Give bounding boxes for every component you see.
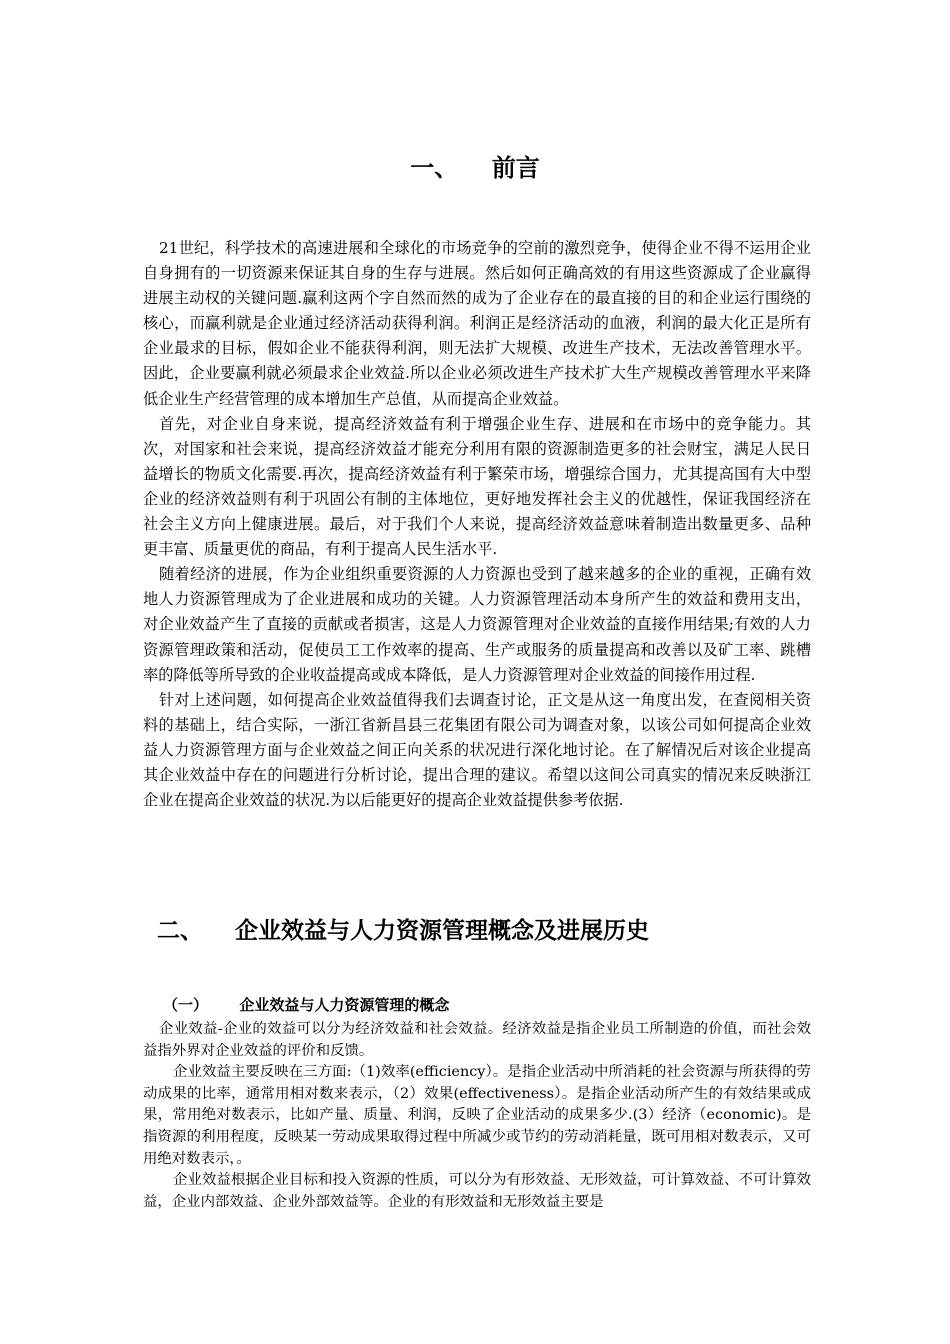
paragraph: 企业效益主要反映在三方面:（1)效率(efficiency）。是指企业活动中所消耗的社会资源与所获得的劳动成果的比率，通常用相对数来表示，（2）效果(effectiveness）。是指企业活动所产生的有效结果或成果，常用绝对数表示，比如产量、质量、利润，反映了企业活动的成果多少.(3）经济（economic)。是指资源的利用程度，反映某一劳动成果取得过程中所减少或节约的劳动消耗量，既可用相对数表示，又可用绝对数表示，。 bbox=[143, 1064, 811, 1167]
preface-body bbox=[143, 236, 811, 813]
paragraph: 针对上述问题，如何提高企业效益值得我们去调查讨论，正文是从这一角度出发，在查阅相关资料的基础上，结合实际，一浙江省新昌县三花集团有限公司为调查对象，以该公司如何提高企业效益人力资源管理方面与企业效益之间正向关系的状况进行深化地讨论。在了解情况后对该企业提高其企业效益中存在的问题进行分析讨论，提出合理的建议。希望以这间公司真实的情况来反映浙江企业在提高企业效益的状况.为以后能更好的提高企业效益提供参考依据. bbox=[143, 690, 811, 810]
paragraph: 随着经济的进展，作为企业组织重要资源的人力资源也受到了越来越多的企业的重视，正确有效地人力资源管理成为了企业进展和成功的关键。人力资源管理活动本身所产生的效益和费用支出，对企业效益产生了直接的贡献或者损害，这是人力资源管理对企业效益的直接作用结果;有效的人力资源管理政策和活动，促使员工工作效率的提高、生产或服务的质量提高和改善以及矿工率、跳槽率的降低等所导致的企业收益提高或成本降低，是人力资源管理对企业效益的间接作用过程. bbox=[143, 565, 811, 684]
heading-section-2: 二、 企业效益与人力资源管理概念及进展历史 bbox=[157, 917, 650, 944]
paragraph: 21世纪，科学技术的高速进展和全球化的市场竞争的空前的激烈竞争，使得企业不得不运用企业自身拥有的一切资源来保证其自身的生存与进展。然后如何正确高效的有用这些资源成了企业赢得进展主动权的关键问题.赢利这两个字自然而然的成为了企业存在的最直接的目的和企业运行围绕的核心，而赢利就是企业通过经济活动获得利润。利润正是经济活动的血液，利润的最大化正是所有企业最求的目标，假如企业不能获得利润，则无法扩大规模、改进生产技术，无法改善管理水平。因此，企业要赢利就必须最求企业效益.所以企业必须改进生产技术扩大生产规模改善管理水平来降低企业生产经营管理的成本增加生产总值，从而提高企业效益。 bbox=[143, 239, 811, 408]
subsection-body bbox=[143, 1019, 811, 1213]
paragraph: 企业效益-企业的效益可以分为经济效益和社会效益。经济效益是指企业员工所制造的价值，而社会效益指外界对企业效益的评价和反馈。 bbox=[143, 1021, 811, 1059]
paragraph: 首先，对企业自身来说，提高经济效益有利于增强企业生存、进展和在市场中的竞争能力。其次，对国家和社会来说，提高经济效益才能充分利用有限的资源制造更多的社会财宝，满足人民日益增长的物质文化需要.再次，提高经济效益有利于繁荣市场，增强综合国力，尤其提高国有大中型企业的经济效益则有利于巩固公有制的主体地位，更好地发挥社会主义的优越性，保证我国经济在社会主义方向上健康进展。最后，对于我们个人来说，提高经济效益意味着制造出数量更多、品种更丰富、质量更优的商品，有利于提高人民生活水平. bbox=[143, 414, 811, 559]
paragraph: 企业效益根据企业目标和投入资源的性质，可以分为有形效益、无形效益，可计算效益、不可计算效益，企业内部效益、企业外部效益等。企业的有形效益和无形效益主要是 bbox=[143, 1172, 811, 1210]
heading-subsection-1: （一） 企业效益与人力资源管理的概念 bbox=[163, 996, 450, 1014]
heading-preface: 一、 前言 bbox=[410, 153, 540, 182]
